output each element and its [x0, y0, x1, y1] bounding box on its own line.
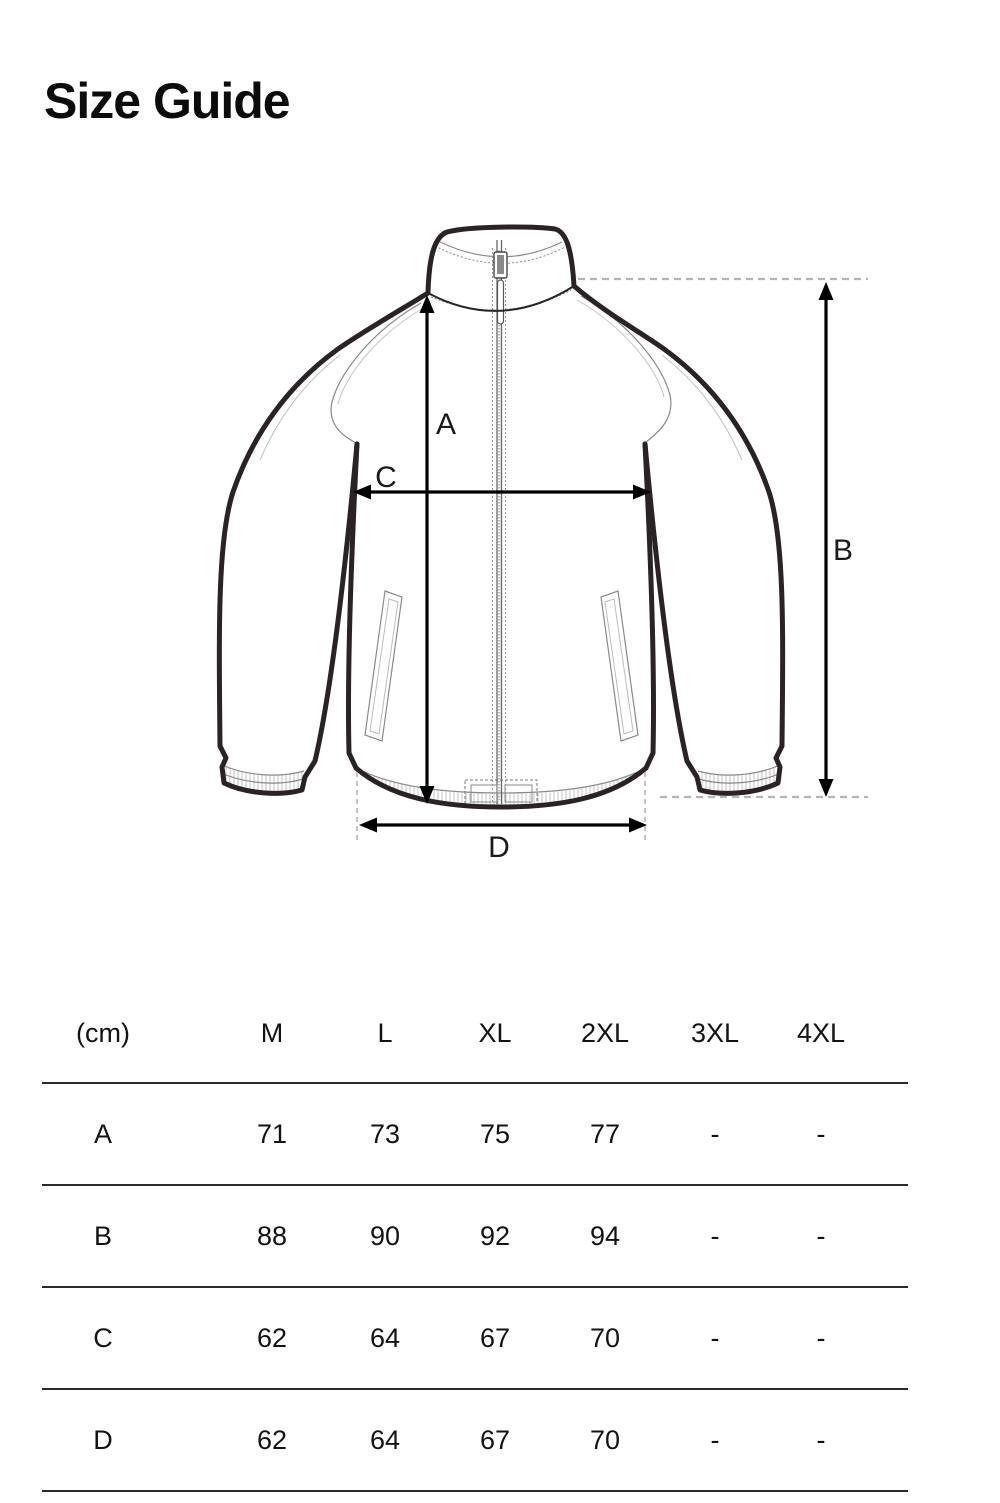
arrow-b [819, 282, 834, 797]
size-value-cell: - [710, 1118, 720, 1149]
size-value-cell: 90 [369, 1220, 401, 1251]
size-value-cell: 64 [369, 1322, 401, 1353]
size-row-a [42, 1082, 908, 1184]
size-value-cell: - [710, 1322, 720, 1353]
size-row-b [42, 1184, 908, 1286]
size-row-c [42, 1286, 908, 1388]
row-label: A [93, 1118, 112, 1149]
size-value-cell: 70 [589, 1424, 621, 1455]
size-table-header-row [42, 985, 908, 1082]
measure-label-d: D [488, 831, 510, 864]
measure-label-c: C [375, 461, 397, 494]
size-col-header: XL [478, 1018, 512, 1048]
size-value-cell: 62 [256, 1322, 288, 1353]
size-value-cell: - [710, 1424, 720, 1455]
size-value-cell: 92 [479, 1220, 511, 1251]
size-value-cell: 67 [479, 1424, 511, 1455]
dashed-guide-lines [357, 279, 868, 842]
row-label: D [93, 1424, 113, 1455]
measurement-arrows [353, 282, 834, 833]
row-label: C [93, 1322, 113, 1353]
size-value-cell: 77 [589, 1118, 621, 1149]
size-value-cell: - [816, 1424, 826, 1455]
size-value-cell: - [816, 1322, 826, 1353]
size-value-cell: 67 [479, 1322, 511, 1353]
arrow-a [420, 295, 435, 804]
size-col-header: 4XL [796, 1018, 846, 1048]
size-value-cell: - [710, 1220, 720, 1251]
measure-label-b: B [832, 534, 854, 567]
size-col-header: M [260, 1018, 284, 1048]
size-value-cell: - [816, 1220, 826, 1251]
zipper [493, 240, 508, 804]
size-value-cell: 70 [589, 1322, 621, 1353]
size-value-cell: - [816, 1118, 826, 1149]
size-value-cell: 64 [369, 1424, 401, 1455]
size-value-cell: 71 [256, 1118, 288, 1149]
size-value-cell: 88 [256, 1220, 288, 1251]
size-col-header: L [377, 1018, 393, 1048]
size-col-header: 3XL [690, 1018, 740, 1048]
size-value-cell: 75 [479, 1118, 511, 1149]
page-title: Size Guide [44, 73, 290, 129]
size-value-cell: 73 [369, 1118, 401, 1149]
size-table [42, 985, 908, 1492]
size-col-header: 2XL [580, 1018, 630, 1048]
unit-header-cell: (cm) [76, 1018, 130, 1048]
row-label: B [93, 1220, 112, 1251]
size-value-cell: 94 [589, 1220, 621, 1251]
size-row-d [42, 1388, 908, 1490]
measure-label-a: A [435, 408, 457, 441]
size-value-cell: 62 [256, 1424, 288, 1455]
